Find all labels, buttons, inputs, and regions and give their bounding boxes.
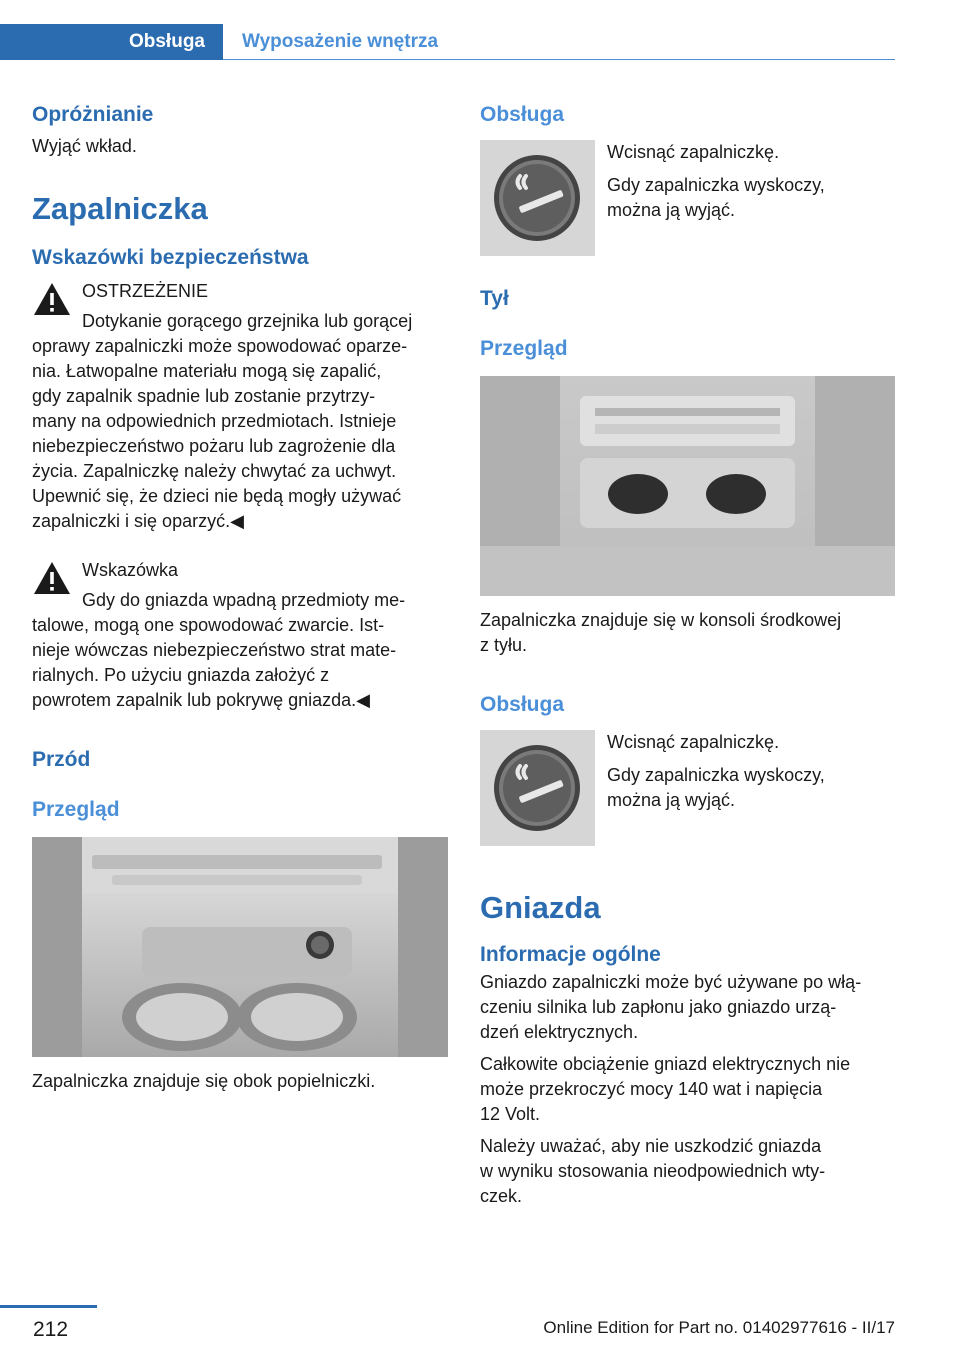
notice-label: Wskazówka xyxy=(82,560,179,580)
front-heading: Przód xyxy=(32,748,91,771)
op2-line-2a: Gdy zapalniczka wyskoczy, xyxy=(607,765,825,785)
warning-line-4: many na odpowiednich przedmiotach. Istnieje xyxy=(32,411,397,431)
warning-line-7: Upewnić się, że dzieci nie będą mogły używać xyxy=(32,486,402,506)
load-paragraph xyxy=(480,1052,896,1127)
lighter-heading: Zapalniczka xyxy=(32,191,208,226)
care-paragraph xyxy=(480,1134,896,1209)
lighter-button-photo xyxy=(480,140,595,256)
op2-line-2b: można ją wyjąć. xyxy=(607,790,736,810)
warning-line-0: Dotykanie gorącego grzejnika lub gorącej xyxy=(82,311,413,331)
warning-triangle-icon xyxy=(32,281,72,317)
load-line-0: Całkowite obciążenie gniazd elektrycznych nie xyxy=(480,1054,851,1074)
page-number: 212 xyxy=(33,1318,69,1341)
sockets-heading: Gniazda xyxy=(480,890,601,925)
tab-wyposazenie[interactable]: Wyposażenie wnętrza xyxy=(242,31,439,52)
warning-line-2: nia. Łatwopalne materiału mogą się zapalić, xyxy=(32,361,382,381)
operation2-block xyxy=(480,730,896,846)
operation2-heading: Obsługa xyxy=(480,693,565,716)
safety-heading: Wskazówki bezpieczeństwa xyxy=(32,246,309,269)
footer-rule xyxy=(0,1305,97,1308)
load-line-2: 12 Volt. xyxy=(480,1104,541,1124)
header-tabs xyxy=(0,24,895,60)
warning-block xyxy=(32,279,448,534)
warning-triangle-icon xyxy=(32,560,72,596)
general-line-1: czeniu silnika lub zapłonu jako gniazdo urzą- xyxy=(480,997,837,1017)
left-column xyxy=(32,100,448,1094)
op-line-2a: Gdy zapalniczka wyskoczy, xyxy=(607,175,825,195)
front-overview-heading: Przegląd xyxy=(32,798,120,821)
header-rule xyxy=(223,59,895,60)
care-line-2: czek. xyxy=(480,1186,523,1206)
operation-block xyxy=(480,140,896,256)
rear-overview-heading: Przegląd xyxy=(480,337,568,360)
notice-line-2: nieje wówczas niebezpieczeństwo strat mate- xyxy=(32,640,397,660)
notice-block xyxy=(32,558,448,713)
tab-obsluga[interactable]: Obsługa xyxy=(0,24,223,60)
load-line-1: może przekroczyć mocy 140 wat i napięcia xyxy=(480,1079,823,1099)
care-line-1: w wyniku stosowania nieodpowiednich wty- xyxy=(480,1161,826,1181)
warning-line-1: oprawy zapalniczki może spowodować oparze- xyxy=(32,336,408,356)
notice-line-0: Gdy do gniazda wpadną przedmioty me- xyxy=(82,590,406,610)
warning-label: OSTRZEŻENIE xyxy=(82,281,209,301)
general-paragraph xyxy=(480,970,896,1045)
op-line-2b: można ją wyjąć. xyxy=(607,200,736,220)
general-heading: Informacje ogólne xyxy=(480,943,661,966)
warning-line-5: niebezpieczeństwo pożaru lub zagrożenie dla xyxy=(32,436,396,456)
notice-line-1: talowe, mogą one spowodować zwarcie. Ist- xyxy=(32,615,385,635)
rear-caption-b: z tyłu. xyxy=(480,635,528,655)
emptying-text: Wyjąć wkład. xyxy=(32,136,137,156)
warning-line-3: gdy zapalnik spadnie lub zostanie przytrzy- xyxy=(32,386,376,406)
lighter-button-photo-2 xyxy=(480,730,595,846)
right-column xyxy=(480,100,896,1209)
warning-line-6: życia. Zapalniczkę należy chwytać za uchwyt. xyxy=(32,461,397,481)
front-caption: Zapalniczka znajduje się obok popielniczki. xyxy=(32,1071,376,1091)
rear-caption-a: Zapalniczka znajduje się w konsoli środkowej xyxy=(480,610,842,630)
front-console-photo xyxy=(32,837,448,1057)
general-line-2: dzeń elektrycznych. xyxy=(480,1022,639,1042)
edition-note: Online Edition for Part no. 01402977616 - II/17 xyxy=(543,1318,895,1337)
emptying-heading: Opróżnianie xyxy=(32,103,154,126)
notice-line-4: powrotem zapalnik lub pokrywę gniazda.◀ xyxy=(32,690,371,710)
op-line-1: Wcisnąć zapalniczkę. xyxy=(607,142,780,162)
rear-heading: Tył xyxy=(480,287,509,310)
rear-console-photo xyxy=(480,376,895,596)
warning-line-8: zapalniczki i się oparzyć.◀ xyxy=(32,511,244,531)
notice-line-3: rialnych. Po użyciu gniazda założyć z xyxy=(32,665,330,685)
op2-line-1: Wcisnąć zapalniczkę. xyxy=(607,732,780,752)
general-line-0: Gniazdo zapalniczki może być używane po włą- xyxy=(480,972,862,992)
care-line-0: Należy uważać, aby nie uszkodzić gniazda xyxy=(480,1136,822,1156)
operation-heading: Obsługa xyxy=(480,103,565,126)
